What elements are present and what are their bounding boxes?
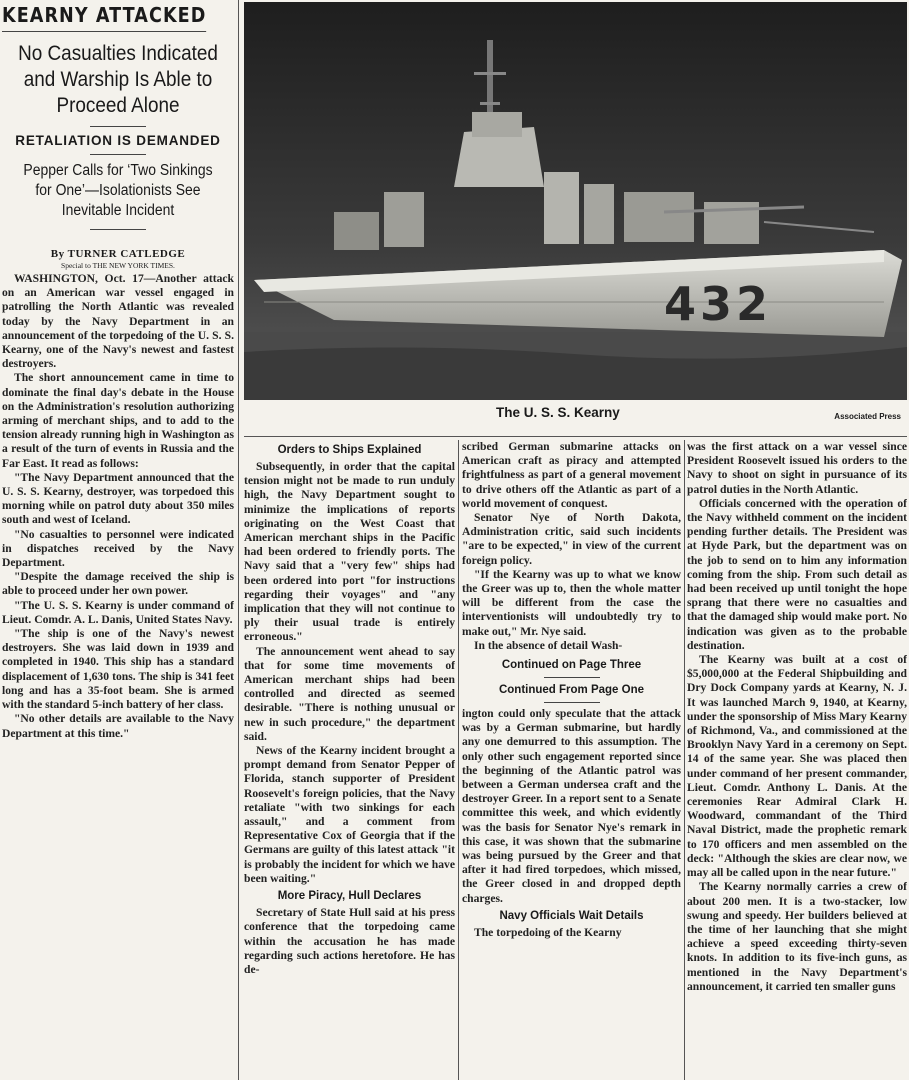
paragraph: Subsequently, in order that the capital tension might not be made to run unduly high, the Navy Department sought to minimize the implications of reports originating on the West Coast that American merchant ships in the Pacific had been ordered to friendly ports. The Navy said that a "very few" ships had been ordered into port "for instructions regarding their voyages" and "any implication that they will not continue to ply their usual trade is entirely erroneous.": [244, 460, 455, 644]
continued-notice: Continued From Page One: [498, 684, 645, 697]
paragraph: News of the Kearny incident brought a prompt demand from Senator Pepper of Florida, stanch supporter of President Roosevelt's foreign policies, that the Navy retaliate "with two sinkings for each assault," and a comment from Representative Cox of Georgia that if the Germans are guilty of this latest attack "it is probably the incident for which we have been waiting.": [244, 744, 455, 885]
deck-headline-2: RETALIATION IS DEMANDED: [15, 133, 221, 148]
photo-caption-bar: [244, 402, 907, 434]
divider: [544, 677, 600, 678]
divider: [544, 702, 600, 703]
subhead: Navy Officials Wait Details: [499, 909, 644, 922]
paragraph: ington could only speculate that the attack was by a German submarine, but hardly any one demurred to this assumption. The only other such engagement reported since the beginning of the Atlantic patrol was between a German undersea craft and the destroyer Greer. In a report sent to a Senate committee this week, and which evidently was the basis for Senator Nye's remark in this case, it was shown that the submarine was being pursued by the Greer and that after it had fired torpedoes, which missed, the Greer closed in and dropped depth charges.: [462, 707, 681, 905]
paragraph: "Despite the damage received the ship is able to proceed under her own power.: [2, 570, 234, 598]
paragraph: scribed German submarine attacks on American craft as piracy and attempted frightfulness as part of a general movement to drive others off the Atlantic as part of a world movement of conquest.: [462, 440, 681, 510]
divider: [90, 126, 146, 127]
column-4: [687, 440, 907, 1080]
banner-headline: KEARNY ATTACKED: [2, 0, 206, 32]
divider: [90, 154, 146, 155]
paragraph: The Kearny was built at a cost of $5,000,000 at the Federal Shipbuilding and Dry Dock Company yards at Kearny, N. J. It was launched March 9, 1940, at Kearny, under the sponsorship of Miss Mary Kearny of Richmond, Va., and commissioned at the Brooklyn Navy Yard in a ceremony on Sept. 14 of the same year. She was placed then under command of her present commander, Lieut. Comdr. Anthony L. Danis. At the ceremonies Rear Admiral Clark H. Woodward, commandant of the Third Naval District, made the prophetic remark to 170 officers and men assembled on the deck: "Although the skies are clear now, we may all be called upon in the near future.": [687, 653, 907, 880]
subhead: More Piracy, Hull Declares: [277, 890, 422, 903]
deck-headline-1: No Casualties Indicated and Warship Is Able to Proceed Alone: [18, 41, 218, 117]
ship-photo: [244, 2, 907, 400]
photo-caption: The U. S. S. Kearny: [496, 405, 620, 420]
paragraph: "If the Kearny was up to what we know the Greer was up to, then the whole matter will be different from the case the interventionists will undoubtedly try to make out," Mr. Nye said.: [462, 567, 681, 638]
photo-credit: Associated Press: [834, 412, 901, 421]
continued-notice: Continued on Page Three: [501, 659, 642, 672]
paragraph: The torpedoing of the Kearny: [474, 925, 622, 939]
byline: By TURNER CATLEDGE: [50, 248, 186, 260]
paragraph: Officials concerned with the operation of the Navy withheld comment on the incident pending further details. The President was at Hyde Park, but the department was on the job to send on to him any information coming from the ship. From such detail as had been received up until tonight the hope sprang that there were no casualties and that the damaged ship would make port. No indication was given as to the probable destination.: [687, 496, 907, 652]
column-rule: [238, 0, 239, 1080]
paragraph: In the absence of detail Wash-: [474, 638, 623, 652]
deck-headline-3: Pepper Calls for ‘Two Sinkings for One’—Isolationists See Inevitable Incident: [23, 162, 213, 219]
column-3: [462, 440, 681, 1080]
paragraph: The Kearny normally carries a crew of about 200 men. It is a two-stacker, low swung and speedy. Her builders believed at the time of her launching that she might achieve a speed exceeding thirty-seven knots. In addition to its five-inch guns, as mentioned in the Navy Department's announcement, it carried ten smaller guns: [687, 880, 907, 993]
destroyer-illustration: [244, 2, 907, 400]
column-rule: [458, 440, 459, 1080]
paragraph: WASHINGTON, Oct. 17—Another attack on an American war vessel engaged in patrolling the North Atlantic was revealed today by the Navy Department in an announcement of the torpedoing of the U. S. S. Kearny, one of the Navy's newest and fastest destroyers.: [2, 272, 234, 371]
paragraph: Secretary of State Hull said at his press conference that the torpedoing came within the accusation he has made regarding such actions heretofore. He has de-: [244, 906, 455, 976]
subhead: Orders to Ships Explained: [277, 444, 422, 456]
photo-rule: [244, 436, 907, 437]
paragraph: Senator Nye of North Dakota, Administration critic, said such incidents "are to be expected," in view of the current foreign policy.: [462, 511, 681, 567]
paragraph: "No casualties to personnel were indicated in dispatches received by the Navy Department.: [2, 527, 234, 570]
paragraph: "No other details are available to the Navy Department at this time.": [2, 712, 234, 740]
paragraph: was the first attack on a war vessel since President Roosevelt issued his orders to the Navy to shoot on sight in pursuance of its patrol duties in the North Atlantic.: [687, 440, 907, 496]
column-rule: [684, 440, 685, 1080]
paragraph: "The U. S. S. Kearny is under command of Lieut. Comdr. A. L. Danis, United States Navy.: [2, 598, 234, 626]
divider: [90, 229, 146, 230]
column-2: [244, 440, 455, 1080]
special-credit: Special to THE NEW YORK TIMES.: [61, 261, 175, 270]
paragraph: "The Navy Department announced that the U. S. S. Kearny, destroyer, was torpedoed this morning while on patrol duty about 350 miles south and west of Iceland.: [2, 470, 234, 527]
paragraph: "The ship is one of the Navy's newest destroyers. She was laid down in 1939 and completed in 1940. This ship has a standard displacement of 1,630 tons. The ship is 341 feet long and has a 35-foot beam. She is armed with the standard 5-inch battery of her class.: [2, 627, 234, 712]
column-1: [2, 0, 234, 1080]
hull-number-text: 432: [664, 277, 773, 331]
paragraph: The announcement went ahead to say that for some time movements of American merchant ships had been controlled and directed as seemed desirable. "There is nothing unusual or new in such procedure," the department said.: [244, 644, 455, 743]
paragraph: The short announcement came in time to dominate the final day's debate in the House on the Administration's resolution authorizing arming of merchant ships, and to add to the tension already running high in Washington as a result of the turn of events in Russia and the Far East. It read as follows:: [2, 371, 234, 470]
column-1-body: [2, 272, 234, 741]
